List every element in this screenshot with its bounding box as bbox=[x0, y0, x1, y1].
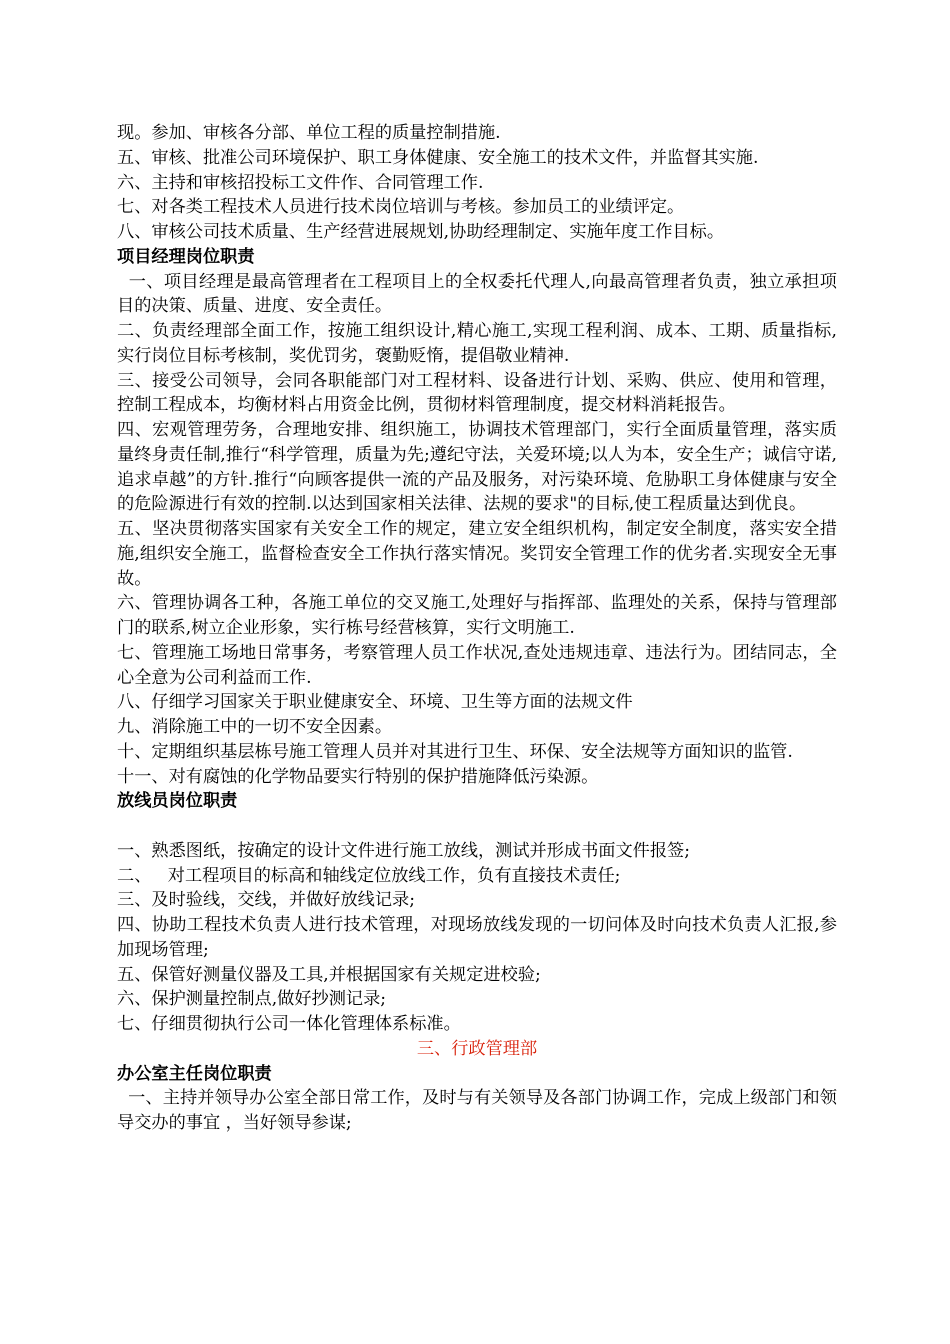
paragraph: 七、仔细贯彻执行公司一体化管理体系标准。 bbox=[117, 1014, 461, 1034]
paragraph: 三、接受公司领导，会同各职能部门对工程材料、设备进行计划、采购、供应、使用和管理，控制工程成本，均衡材料占用资金比例，贯彻材料管理制度，提交材料消耗报告。 bbox=[117, 370, 837, 416]
blank-line bbox=[117, 814, 837, 839]
paragraph: 十、定期组织基层栋号施工管理人员并对其进行卫生、环保、安全法规等方面知识的监管. bbox=[117, 741, 793, 762]
section-heading: 三、行政管理部 bbox=[416, 1038, 538, 1059]
paragraph: 一、主持并领导办公室全部日常工作，及时与有关领导及各部门协调工作，完成上级部门和领导交办的事宜 ，当好领导参谋; bbox=[117, 1088, 837, 1133]
paragraph: 二、负责经理部全面工作，按施工组织设计,精心施工,实现工程利润、成本、工期、质量指标,实行岗位目标考核制，奖优罚劣，褒勤贬惰，提倡敬业精神. bbox=[117, 321, 837, 366]
document-body bbox=[117, 121, 837, 1136]
paragraph: 九、消除施工中的一切不安全因素。 bbox=[117, 717, 393, 737]
paragraph: 十一、对有腐蚀的化学物品要实行特别的保护措施降低污染源。 bbox=[117, 766, 599, 787]
paragraph: 五、保管好测量仪器及工具,并根据国家有关规定进校验; bbox=[117, 964, 541, 985]
paragraph: 一、项目经理是最高管理者在工程项目上的全权委托代理人,向最高管理者负责，独立承担项目的决策、质量、进度、安全责任。 bbox=[117, 271, 837, 317]
paragraph: 八、仔细学习国家关于职业健康安全、环境、卫生等方面的法规文件 bbox=[117, 692, 633, 713]
paragraph: 六、主持和审核招投标工文件作、合同管理工作. bbox=[117, 172, 484, 193]
paragraph: 七、对各类工程技术人员进行技术岗位培训与考核。参加员工的业绩评定。 bbox=[117, 197, 685, 218]
paragraph: 五、坚决贯彻落实国家有关安全工作的规定，建立安全组织机构，制定安全制度，落实安全措施,组织安全施工，监督检查安全工作执行落实情况。奖罚安全管理工作的优劣者.实现安全无事故。 bbox=[117, 519, 837, 589]
paragraph: 六、保护测量控制点,做好抄测记录; bbox=[117, 989, 387, 1010]
paragraph: 二、 对工程项目的标高和轴线定位放线工作，负有直接技术责任; bbox=[117, 865, 621, 886]
paragraph: 六、管理协调各工种，各施工单位的交叉施工,处理好与指挥部、监理处的关系，保持与管理部门的联系,树立企业形象，实行栋号经营核算，实行文明施工. bbox=[117, 593, 837, 638]
heading-office-director: 办公室主任岗位职责 bbox=[117, 1063, 272, 1084]
paragraph: 八、审核公司技术质量、生产经营进展规划,协助经理制定、实施年度工作目标。 bbox=[117, 222, 725, 242]
heading-surveyor: 放线员岗位职责 bbox=[117, 791, 238, 812]
heading-project-manager: 项目经理岗位职责 bbox=[117, 246, 255, 267]
paragraph: 四、宏观管理劳务，合理地安排、组织施工，协调技术管理部门，实行全面质量管理，落实质量终身责任制,推行“科学管理，质量为先;遵纪守法，关爱环境;以人为本，安全生产；诚信守诺,追求卓越”的方针.推行“向顾客提供一流的产品及服务，对污染环境、危胁职工身体健康与安全的危险源进行有效的控制.以达到国家相关法律、法规的要求"的目标,使工程质量达到优良。 bbox=[117, 420, 837, 515]
paragraph: 四、协助工程技术负责人进行技术管理，对现场放线发现的一切问体及时向技术负责人汇报,参加现场管理; bbox=[117, 915, 837, 960]
paragraph: 现。参加、审核各分部、单位工程的质量控制措施. bbox=[117, 123, 501, 143]
paragraph: 三、及时验线，交线，并做好放线记录; bbox=[117, 890, 415, 911]
paragraph: 一、熟悉图纸，按确定的设计文件进行施工放线，测试并形成书面文件报签; bbox=[117, 840, 690, 861]
paragraph: 七、管理施工场地日常事务，考察管理人员工作状况,查处违规违章、违法行为。团结同志，全心全意为公司利益而工作. bbox=[117, 642, 837, 688]
paragraph: 五、审核、批准公司环境保护、职工身体健康、安全施工的技术文件，并监督其实施. bbox=[117, 147, 759, 168]
